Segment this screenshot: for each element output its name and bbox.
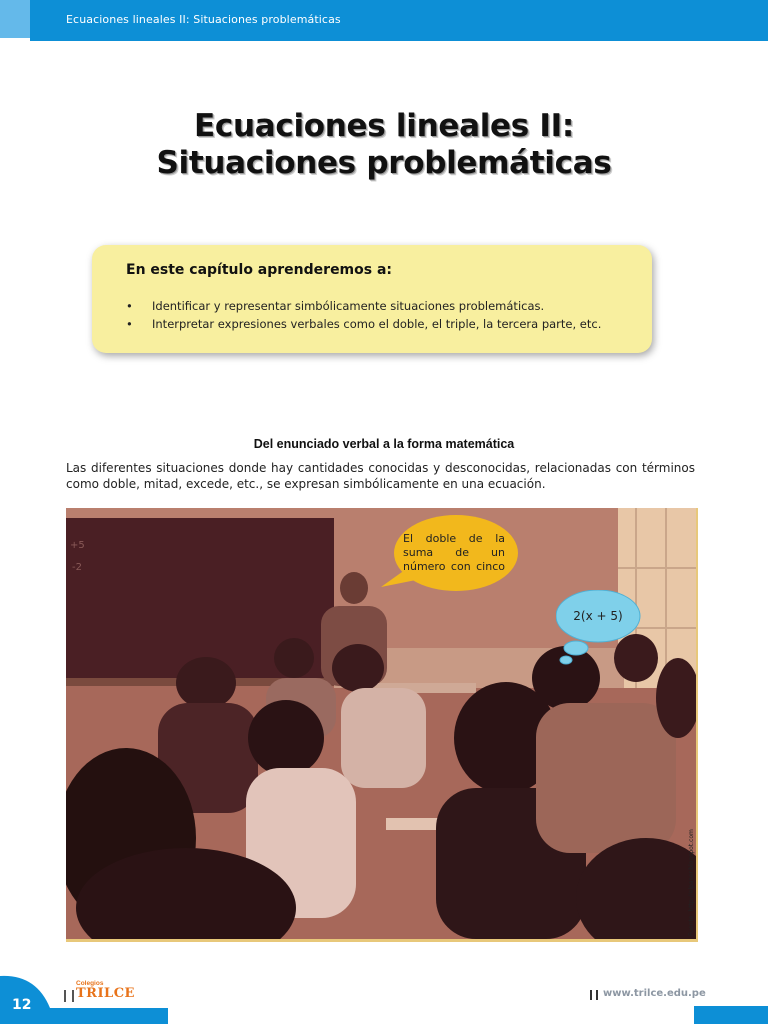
footer-bars-icon	[590, 990, 598, 1000]
footer-corner-block	[694, 1006, 768, 1024]
speech-bubble-text: El doble de la suma de un número con cinco	[403, 532, 505, 573]
bullet-icon: •	[126, 317, 133, 331]
header-bar	[0, 0, 768, 38]
objectives-list	[126, 297, 646, 333]
chapter-title	[0, 108, 768, 182]
header-rule	[30, 38, 768, 41]
speech-bubble	[381, 515, 521, 593]
thought-bubble-text: 2(x + 5)	[573, 609, 623, 623]
thought-bubble-shape	[556, 590, 642, 666]
header-tab	[0, 0, 30, 38]
objective-item: • Identificar y representar simbólicamente situaciones problemáticas.	[126, 299, 545, 313]
website-url: www.trilce.edu.pe	[603, 988, 706, 999]
running-title: Ecuaciones lineales II: Situaciones problemáticas	[66, 13, 341, 26]
photo-credit: Fuente: http://elpaser.blogspot.com	[688, 829, 695, 936]
objective-item: • Interpretar expresiones verbales como el doble, el triple, la tercera parte, etc.	[126, 317, 602, 331]
svg-text:-2: -2	[72, 562, 82, 573]
section-title: Del enunciado verbal a la forma matemática	[253, 437, 515, 451]
objectives-heading: En este capítulo aprenderemos a:	[126, 262, 393, 278]
bullet-icon: •	[126, 299, 133, 313]
logo-bars-icon	[64, 990, 74, 1002]
objectives-box	[92, 245, 652, 353]
thought-bubble	[556, 590, 642, 666]
page-number: 12	[12, 997, 32, 1013]
logo-brand-text: TRILCE	[76, 986, 135, 1001]
chapter-title-line1: Ecuaciones lineales II:	[194, 108, 574, 144]
intro-paragraph: Las diferentes situaciones donde hay cantidades conocidas y desconocidas, relacionadas con términos como doble, mitad, excede, etc., se expresan simbólicamente en una ecuación.	[66, 461, 695, 491]
logo-small-text: Colegios	[76, 980, 104, 987]
svg-text:+5: +5	[70, 540, 85, 551]
chapter-title-line2: Situaciones problemáticas	[156, 145, 612, 181]
